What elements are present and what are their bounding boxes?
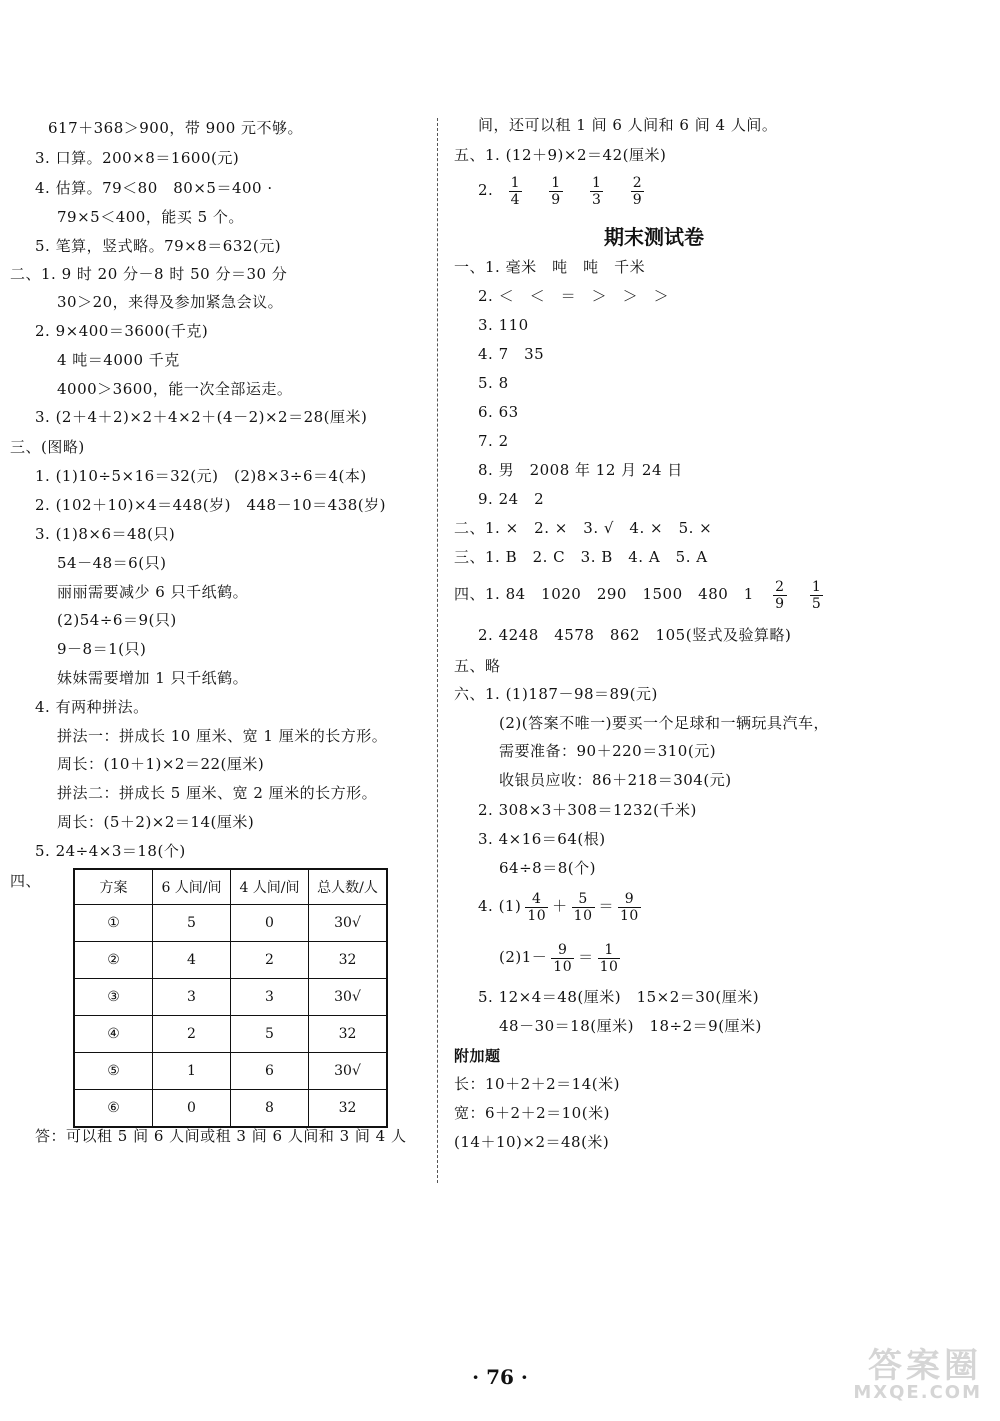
left-line: 周长：(5＋2)×2＝14(厘米) — [57, 813, 255, 831]
right-line: 长：10＋2＋2＝14(米) — [454, 1075, 620, 1093]
fraction — [525, 891, 548, 924]
table-cell: 8 — [231, 1090, 309, 1128]
fraction — [618, 891, 641, 924]
right-line: 收银员应收：86＋218＝304(元) — [499, 771, 732, 789]
right-line: 2. 308×3＋308＝1232(千米) — [478, 801, 697, 819]
table-row — [74, 1053, 387, 1090]
table-cell: 5 — [231, 1016, 309, 1053]
table-cell: 30√ — [309, 979, 388, 1016]
table-row — [74, 1090, 387, 1128]
column-divider — [437, 118, 438, 1183]
numerator: 9 — [558, 941, 568, 958]
table-header-cell: 6 人间/间 — [153, 869, 231, 905]
right-line: 48－30＝18(厘米) 18÷2＝9(厘米) — [499, 1017, 762, 1035]
table-cell: 32 — [309, 1016, 388, 1053]
left-line: 二、1. 9 时 20 分－8 时 50 分＝30 分 — [10, 265, 288, 283]
right-line: 4. 7 35 — [478, 345, 545, 363]
fraction-line — [478, 886, 645, 926]
left-line: 周长：(10＋1)×2＝22(厘米) — [57, 755, 265, 773]
table-header-cell: 方案 — [74, 869, 153, 905]
left-line: 答：可以租 5 间 6 人间或租 3 间 6 人间和 3 间 4 人 — [35, 1127, 407, 1145]
denominator: 9 — [551, 191, 561, 208]
page-number: · 76 · — [472, 1365, 528, 1389]
right-line: 64÷8＝8(个) — [499, 859, 596, 877]
numerator: 4 — [532, 890, 542, 907]
table-cell: 6 — [231, 1053, 309, 1090]
left-line: 4000＞3600，能一次全部运走。 — [57, 380, 293, 398]
table-cell: 5 — [153, 905, 231, 942]
fraction — [572, 891, 595, 924]
left-line: 3. 口算。200×8＝1600(元) — [35, 149, 240, 167]
denominator: 10 — [527, 907, 547, 924]
fraction — [509, 175, 522, 208]
right-line: 7. 2 — [478, 432, 509, 450]
left-line: 9－8＝1(只) — [57, 640, 147, 658]
left-line: 3. (1)8×6＝48(只) — [35, 525, 176, 543]
right-line: 五、略 — [454, 657, 501, 675]
fraction-line — [454, 574, 827, 614]
right-line: 2. 4248 4578 862 105(竖式及验算略) — [478, 626, 792, 644]
left-line: 妹妹需要增加 1 只千纸鹤。 — [57, 669, 249, 687]
fraction — [598, 942, 621, 975]
table-cell: 4 — [153, 942, 231, 979]
section-heading: 三、(图略) — [10, 438, 85, 456]
numerator: 1 — [551, 174, 561, 191]
right-line: (14＋10)×2＝48(米) — [454, 1133, 610, 1151]
numerator: 1 — [604, 941, 614, 958]
line-text: 4. (1) — [478, 897, 522, 915]
right-line: 8. 男 2008 年 12 月 24 日 — [478, 461, 683, 479]
table-cell: 32 — [309, 942, 388, 979]
right-line: 需要准备：90＋220＝310(元) — [499, 742, 717, 760]
fraction — [551, 942, 574, 975]
denominator: 5 — [811, 595, 822, 612]
line-text: 四、1. 84 1020 290 1500 480 1 — [454, 585, 754, 603]
left-line: 拼法一：拼成长 10 厘米、宽 1 厘米的长方形。 — [57, 727, 388, 745]
numerator: 1 — [510, 174, 521, 191]
table-cell: ② — [74, 942, 153, 979]
fraction-line — [478, 170, 648, 210]
left-line: 3. (2＋4＋2)×2＋4×2＋(4－2)×2＝28(厘米) — [35, 408, 368, 426]
section-heading: 附加题 — [454, 1047, 501, 1065]
numerator: 2 — [775, 578, 785, 595]
fraction — [590, 175, 603, 208]
left-line: 丽丽需要减少 6 只千纸鹤。 — [57, 583, 249, 601]
section-heading: 四、 — [10, 872, 42, 890]
numerator: 5 — [578, 890, 588, 907]
left-line: 54－48＝6(只) — [57, 554, 167, 572]
table-row — [74, 942, 387, 979]
table-cell: 2 — [231, 942, 309, 979]
table-cell: ⑤ — [74, 1053, 153, 1090]
line-text: (2)1－ — [499, 948, 548, 966]
denominator: 9 — [775, 595, 785, 612]
denominator: 9 — [632, 191, 643, 208]
equals-sign: ＝ — [578, 948, 594, 966]
denominator: 10 — [573, 907, 593, 924]
table-row — [74, 1016, 387, 1053]
right-line: 5. 8 — [478, 374, 509, 392]
table-cell: 3 — [231, 979, 309, 1016]
table-cell: ① — [74, 905, 153, 942]
left-line: 1. (1)10÷5×16＝32(元) (2)8×3÷6＝4(本) — [35, 467, 367, 485]
table-cell: 0 — [153, 1090, 231, 1128]
right-line: 9. 24 2 — [478, 490, 545, 508]
left-line: 4 吨＝4000 千克 — [57, 351, 180, 369]
left-line: (2)54÷6＝9(只) — [57, 611, 177, 629]
right-line: 六、1. (1)187－98＝89(元) — [454, 685, 658, 703]
watermark-logo — [802, 1338, 982, 1413]
table-cell: 30√ — [309, 905, 388, 942]
numerator: 1 — [592, 174, 602, 191]
table-cell: 30√ — [309, 1053, 388, 1090]
left-line: 5. 笔算，竖式略。79×8＝632(元) — [35, 237, 282, 255]
right-line: 间，还可以租 1 间 6 人间和 6 间 4 人间。 — [478, 116, 778, 134]
table-cell: 2 — [153, 1016, 231, 1053]
left-line: 拼法二：拼成长 5 厘米、宽 2 厘米的长方形。 — [57, 784, 378, 802]
right-line: 3. 4×16＝64(根) — [478, 830, 606, 848]
watermark-url: MXQE.COM — [853, 1382, 982, 1403]
left-line: 4. 估算。79＜80 80×5＝400 · — [35, 179, 273, 197]
table-cell: 0 — [231, 905, 309, 942]
right-line: 6. 63 — [478, 403, 519, 421]
section-title: 期末测试卷 — [604, 225, 704, 249]
item-number: 2. — [478, 181, 494, 199]
left-line: 5. 24÷4×3＝18(个) — [35, 842, 186, 860]
plus-sign: ＋ — [552, 897, 568, 915]
table-header-cell: 4 人间/间 — [231, 869, 309, 905]
right-line: 一、1. 毫米 吨 吨 千米 — [454, 258, 646, 276]
left-line: 30＞20，来得及参加紧急会议。 — [57, 293, 284, 311]
table-cell: 1 — [153, 1053, 231, 1090]
left-line: 79×5＜400，能买 5 个。 — [57, 208, 244, 226]
right-line: (2)(答案不唯一)要买一个足球和一辆玩具汽车， — [499, 714, 829, 732]
table-row — [74, 979, 387, 1016]
table-cell: ③ — [74, 979, 153, 1016]
denominator: 10 — [620, 907, 639, 924]
denominator: 10 — [553, 958, 573, 975]
table-row — [74, 905, 387, 942]
left-line: 4. 有两种拼法。 — [35, 698, 149, 716]
table-cell: ⑥ — [74, 1090, 153, 1128]
numerator: 2 — [632, 174, 643, 191]
watermark-text: 答案圈 — [868, 1346, 982, 1386]
equals-sign: ＝ — [598, 897, 615, 915]
right-line: 二、1. × 2. × 3. √ 4. × 5. × — [454, 519, 713, 537]
left-line: 617＋368＞900，带 900 元不够。 — [48, 119, 304, 137]
fraction — [773, 579, 786, 612]
right-line: 五、1. (12＋9)×2＝42(厘米) — [454, 146, 667, 164]
table-cell: 3 — [153, 979, 231, 1016]
right-line: 2. ＜ ＜ ＝ ＞ ＞ ＞ — [478, 287, 670, 305]
table-cell: ④ — [74, 1016, 153, 1053]
right-line: 3. 110 — [478, 316, 529, 334]
rental-plan-table — [73, 868, 388, 1128]
numerator: 9 — [624, 890, 635, 907]
fraction-line — [499, 937, 624, 977]
denominator: 4 — [510, 191, 521, 208]
numerator: 1 — [811, 578, 822, 595]
denominator: 10 — [599, 958, 619, 975]
fraction — [810, 579, 823, 612]
fraction — [631, 175, 644, 208]
left-line: 2. 9×400＝3600(千克) — [35, 322, 209, 340]
table-header-cell: 总人数/人 — [309, 869, 388, 905]
table-header-row — [74, 869, 387, 905]
right-line: 5. 12×4＝48(厘米) 15×2＝30(厘米) — [478, 988, 760, 1006]
right-line: 三、1. B 2. C 3. B 4. A 5. A — [454, 548, 708, 566]
left-line: 2. (102＋10)×4＝448(岁) 448－10＝438(岁) — [35, 496, 386, 514]
fraction — [549, 175, 562, 208]
denominator: 3 — [592, 191, 602, 208]
right-line: 宽：6＋2＋2＝10(米) — [454, 1104, 610, 1122]
table-cell: 32 — [309, 1090, 388, 1128]
